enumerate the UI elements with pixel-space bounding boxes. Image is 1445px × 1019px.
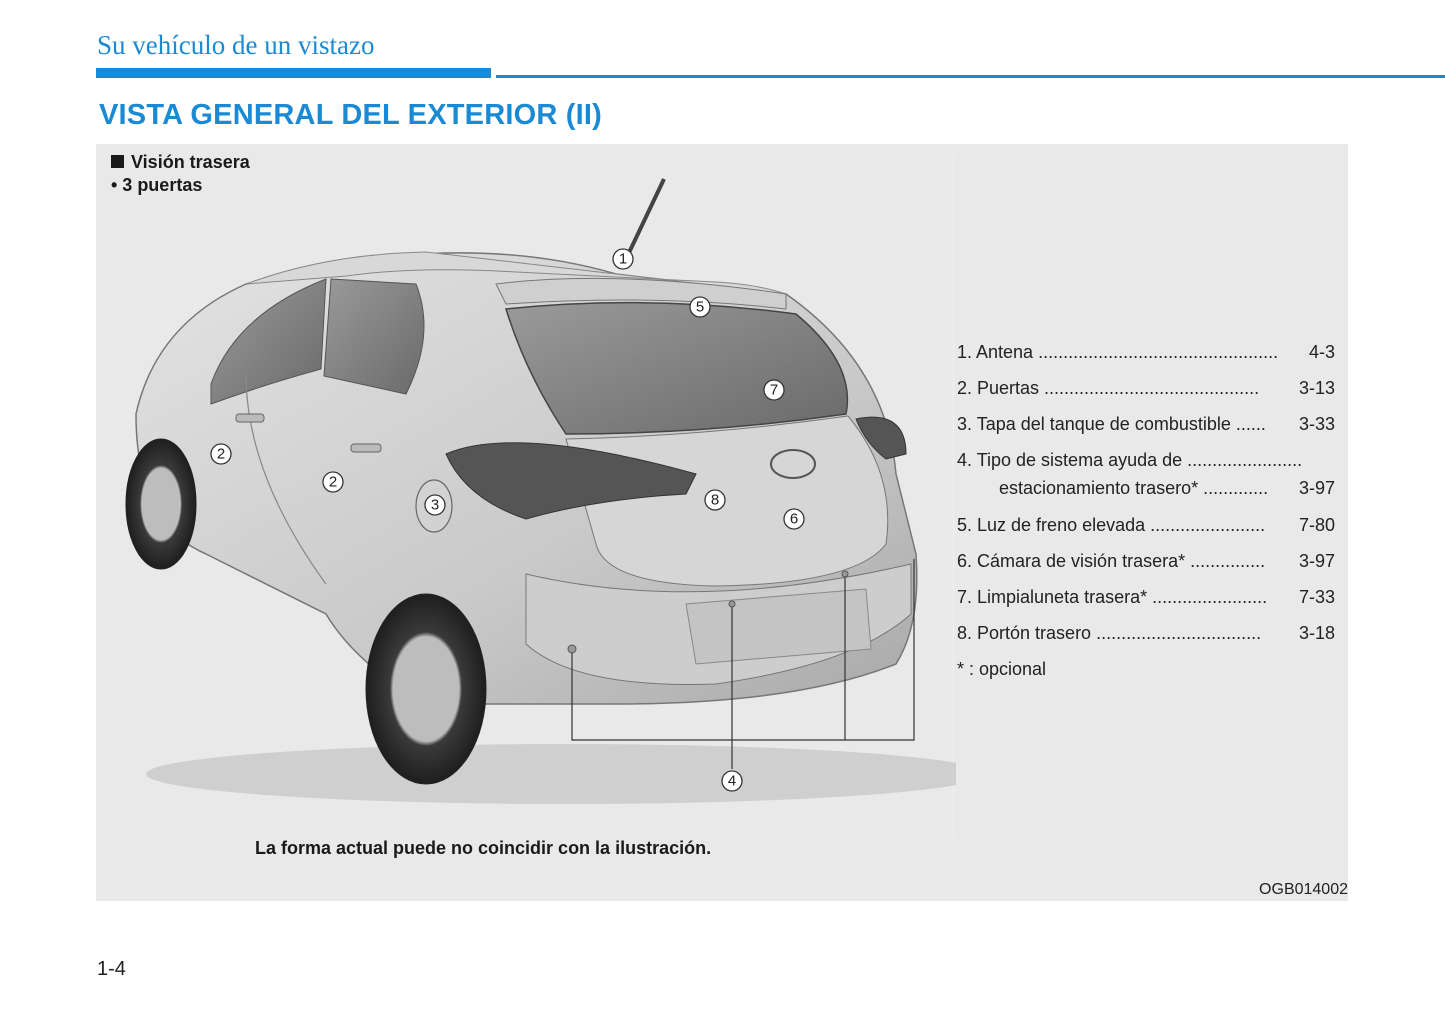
car-shadow (146, 744, 956, 804)
illustration-disclaimer: La forma actual puede no coincidir con la ilustración. (255, 838, 712, 858)
section-header: Su vehículo de un vistazo (97, 30, 375, 60)
callout-6 (784, 509, 804, 529)
svg-text:2: 2 (328, 473, 338, 491)
svg-text:6: 6 (789, 510, 799, 528)
header-rule-thin (496, 75, 1445, 78)
legend-page: 3-33 (1298, 414, 1335, 434)
legend-page: 3-97 (1298, 478, 1335, 498)
legend-page: 7-33 (1298, 587, 1335, 607)
legend-item: 4. Tipo de sistema ayuda de ....................... estacionamiento trasero* ............. 3-97 (957, 450, 1335, 498)
legend-item: 7. Limpialuneta trasera* ....................... 7-33 (957, 587, 1335, 607)
svg-text:3: 3 (430, 496, 440, 514)
legend-page: 3-13 (1298, 378, 1335, 398)
legend-note: * : opcional (957, 659, 1047, 679)
side-window-rear (324, 279, 424, 394)
legend-item: 5. Luz de freno elevada ....................... 7-80 (957, 515, 1335, 535)
legend-item: 1. Antena ................................................ 4-3 (957, 342, 1335, 362)
front-wheel (126, 439, 196, 569)
header-rule-thick (96, 68, 491, 78)
sensor-dot (842, 571, 848, 577)
svg-text:5: 5 (695, 298, 705, 316)
svg-text:2: 2 (216, 445, 226, 463)
legend-item: 3. Tapa del tanque de combustible ...... 3-33 (957, 414, 1335, 434)
svg-text:4: 4 (727, 772, 737, 790)
legend-item: 2. Puertas ........................................... 3-13 (957, 378, 1335, 398)
svg-text:8: 8 (710, 491, 720, 509)
door-handle-rear (351, 444, 381, 452)
legend-item: 6. Cámara de visión trasera* ............... 3-97 (957, 551, 1335, 571)
rear-window (506, 303, 847, 434)
door-label: • 3 puertas (111, 175, 203, 195)
door-handle (236, 414, 264, 422)
legend-page: 4-3 (1308, 342, 1335, 362)
callout-2-rear (323, 472, 343, 492)
callout-5 (690, 297, 710, 317)
svg-text:7: 7 (769, 381, 779, 399)
component-legend (957, 340, 1335, 693)
callout-4 (722, 771, 742, 791)
legend-page: 3-18 (1298, 623, 1335, 643)
callout-8 (705, 490, 725, 510)
antenna-mast (626, 179, 664, 259)
callout-7 (764, 380, 784, 400)
image-code: OGB014002 (1259, 881, 1348, 898)
legend-page: 3-97 (1298, 551, 1335, 571)
view-label-text: Visión trasera (131, 152, 250, 172)
svg-text:1: 1 (618, 250, 628, 268)
callout-1 (613, 249, 633, 269)
callout-2-front (211, 444, 231, 464)
sensor-dot (568, 645, 576, 653)
callout-3 (425, 495, 445, 515)
legend-item: 8. Portón trasero ................................. 3-18 (957, 623, 1335, 643)
page-number: 1-4 (97, 958, 126, 980)
legend-page: 7-80 (1298, 515, 1335, 535)
rear-wheel (366, 594, 486, 784)
car-rear-illustration (96, 144, 956, 844)
page-title: VISTA GENERAL DEL EXTERIOR (II) (99, 99, 603, 131)
sensor-dot (729, 601, 735, 607)
